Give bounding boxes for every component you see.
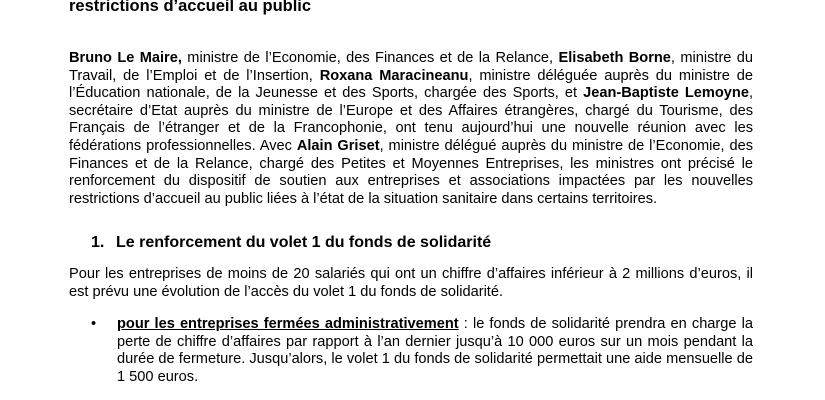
intro-paragraph	[69, 50, 753, 208]
minister-role: , ministre délégué auprès du ministre de l’Economie, des Finances et de la Relance, chargé des Petites et Moyennes Entreprises, les ministres ont précisé le renforcement du dispositif de soutien aux entreprises et associations impactées par les nouvelles restrictions d’accueil au public liées à l’état de la situation sanitaire dans certains territoires.	[69, 137, 754, 207]
minister-role: ministre de l’Economie, des Finances et de la Relance,	[181, 50, 559, 66]
minister-name: Jean-Baptiste Lemoyne	[583, 85, 749, 102]
bullet-marker: •	[91, 316, 97, 332]
minister-name: Roxana Maracineanu	[319, 67, 469, 84]
section-number: 1.	[91, 234, 105, 251]
minister-role: , ministre déléguée auprès du ministre de l’Éducation nationale, de la Jeunesse et des Sports, chargée des Sports, et	[69, 67, 753, 102]
bullet-text	[117, 316, 753, 386]
section-heading	[91, 233, 491, 253]
minister-name: Bruno Le Maire,	[69, 50, 182, 66]
press-release-title: restrictions d’accueil au public	[69, 0, 312, 15]
minister-role: , secrétaire d’Etat auprès du ministre de l’Europe et des Affaires étrangères, chargé du Tourisme, des Français de l’étranger et de la Francophonie, ont tenu aujourd’hui une nouvelle réunion avec les fédérations professionnelles. Avec	[69, 85, 754, 154]
minister-role: , ministre du Travail, de l’Emploi et de l’Insertion,	[69, 50, 754, 84]
bullet-body: : le fonds de solidarité prendra en charge la perte de chiffre d’affaires par rapport à l’an dernier jusqu’à 10 000 euros sur un mois pendant la durée de fermeture. Jusqu’alors, le volet 1 du fonds de solidarité permettait une aide mensuelle de 1 500 euros.	[117, 316, 753, 385]
minister-name: Elisabeth Borne	[558, 50, 671, 66]
minister-name: Alain Griset	[296, 137, 380, 154]
body-paragraph: Pour les entreprises de moins de 20 salariés qui ont un chiffre d’affaires inférieur à 2 millions d’euros, il est prévu une évolution de l’accès du volet 1 du fonds de solidarité.	[69, 266, 753, 300]
section-title: Le renforcement du volet 1 du fonds de solidarité	[116, 234, 492, 251]
bullet-lead: pour les entreprises fermées administrativement	[117, 316, 459, 332]
